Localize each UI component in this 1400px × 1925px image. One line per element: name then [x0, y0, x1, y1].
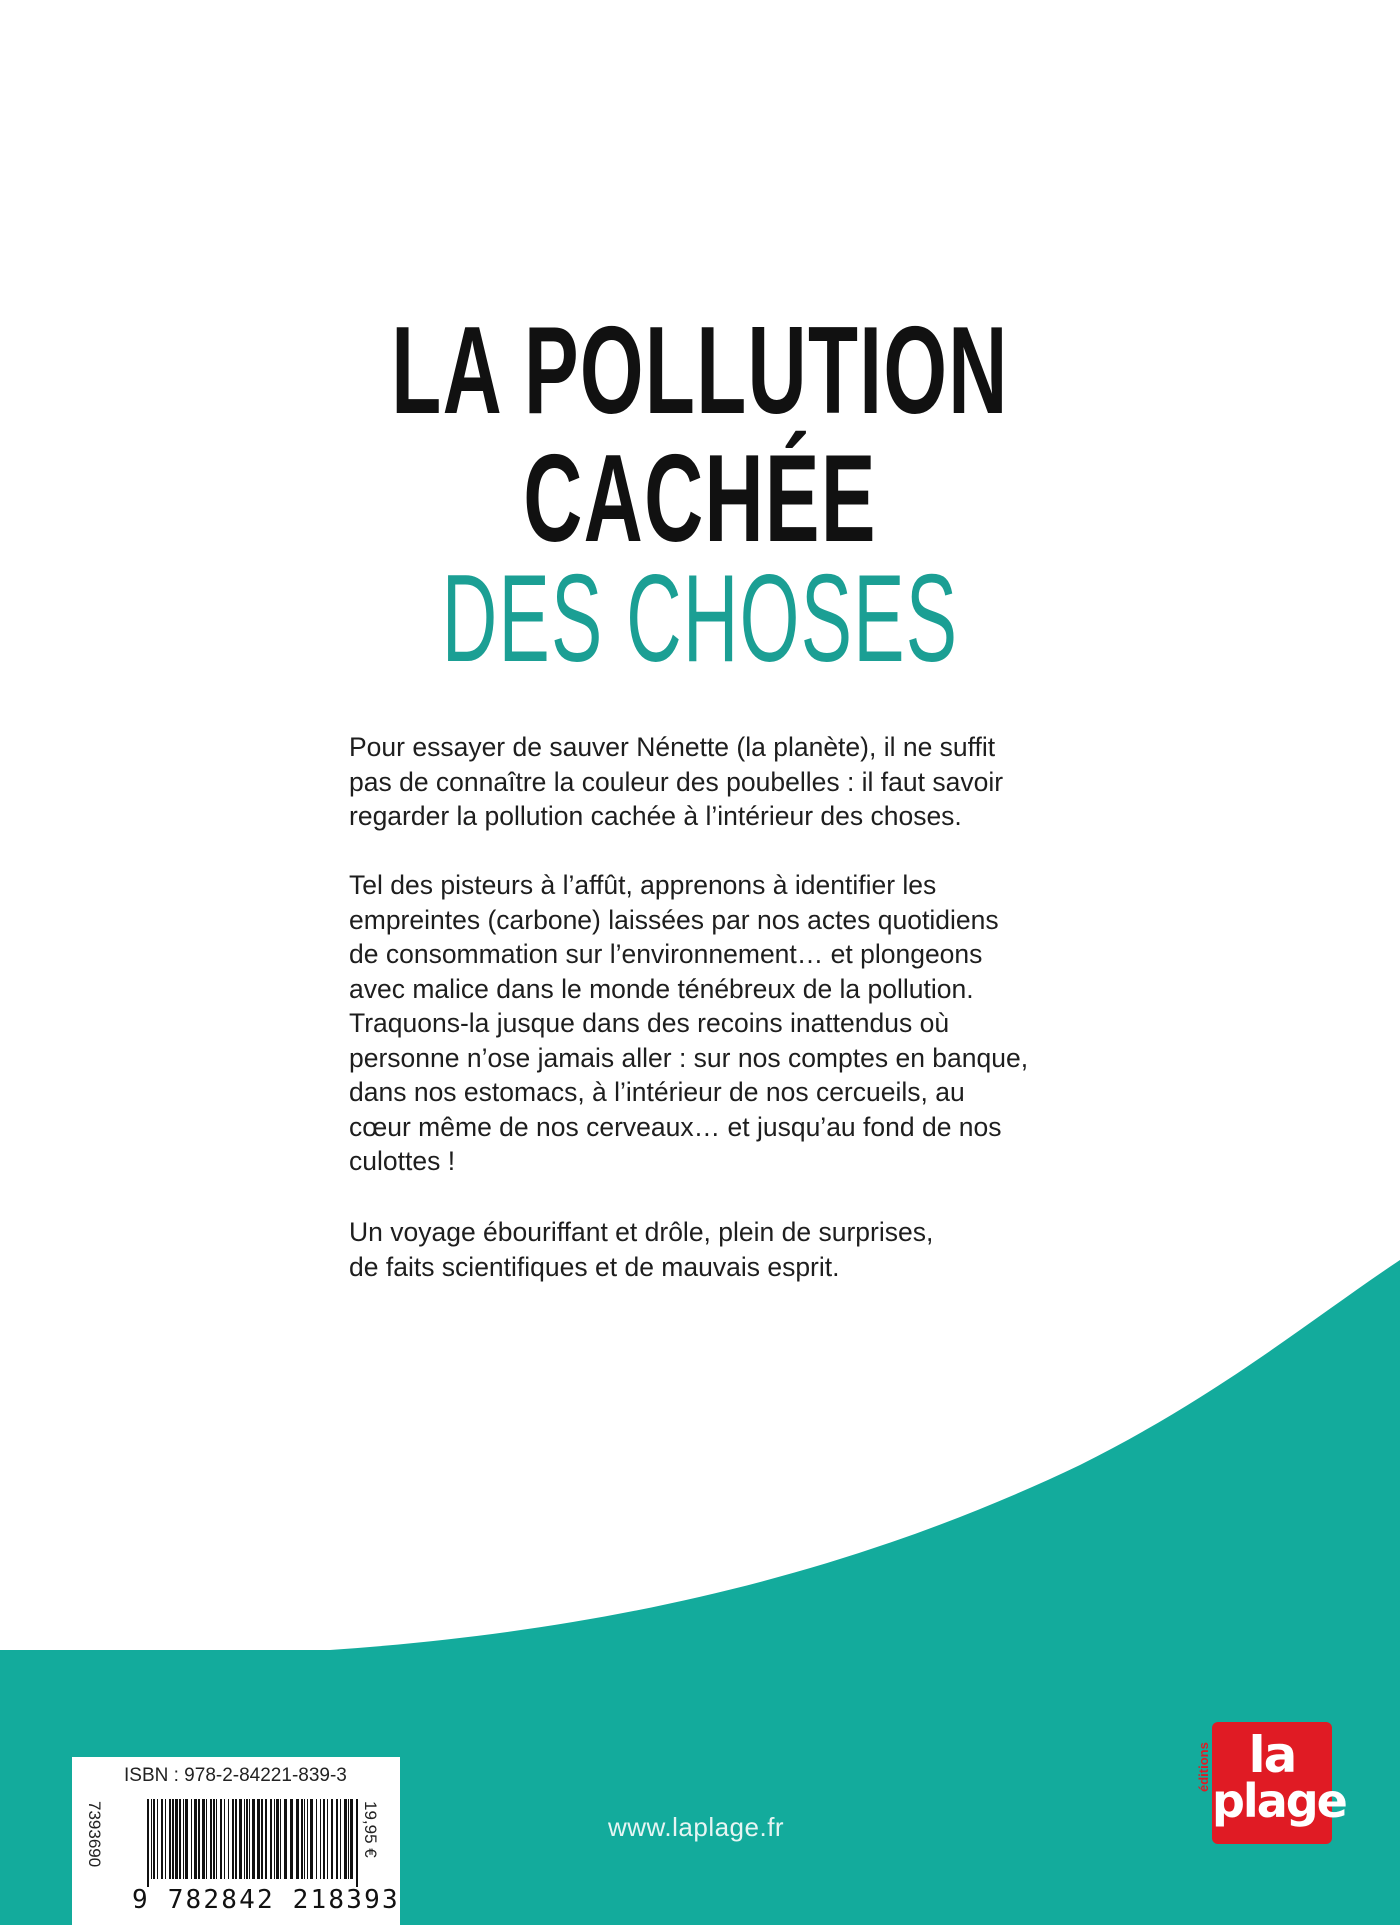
barcode-block: [72, 1757, 400, 1925]
barcode-bar: [331, 1799, 333, 1879]
barcode-bar: [327, 1799, 328, 1879]
barcode-bar: [175, 1799, 178, 1879]
text-line: avec malice dans le monde ténébreux de la pollution.: [349, 973, 974, 1004]
text-line: Pour essayer de sauver Nénette (la planète), il ne suffit: [349, 732, 996, 762]
barcode-bar: [310, 1799, 313, 1879]
title-line-1: LA POLLUTION: [391, 302, 1009, 440]
barcode-bar: [147, 1799, 149, 1887]
barcode-bar: [210, 1799, 212, 1879]
logo-text-plage: plage: [1212, 1774, 1346, 1828]
barcode-bar: [252, 1799, 255, 1879]
title-line-2: CACHÉE: [523, 430, 877, 568]
text-line: pas de connaître la couleur des poubelles : il faut savoir: [349, 766, 1004, 797]
barcode-bar: [220, 1799, 222, 1879]
barcode-bar: [323, 1799, 325, 1879]
text-line: regarder la pollution cachée à l’intérieur des choses.: [349, 801, 962, 831]
barcode-bar: [307, 1799, 308, 1879]
barcode-bar: [280, 1799, 281, 1879]
text-line: Traquons-la jusque dans des recoins inattendus où: [349, 1008, 950, 1038]
barcode-bar: [348, 1799, 349, 1879]
barcode-bar: [206, 1799, 207, 1879]
barcode-bar: [198, 1799, 200, 1879]
barcode-bar: [301, 1799, 303, 1879]
text-line: de faits scientifiques et de mauvais esprit.: [349, 1251, 840, 1282]
barcode-bar: [350, 1799, 353, 1879]
title-line-3: DES CHOSES: [441, 550, 959, 688]
barcode-bar: [202, 1799, 205, 1879]
text-line: personne n’ose jamais aller : sur nos comptes en banque,: [349, 1042, 1029, 1073]
barcode-bar: [169, 1799, 171, 1879]
text-line: culottes !: [349, 1146, 456, 1176]
barcode-bar: [157, 1799, 158, 1879]
barcode-bar: [356, 1799, 358, 1887]
barcode-bar: [261, 1799, 263, 1879]
barcode-bar: [336, 1799, 338, 1879]
barcode-bar: [274, 1799, 275, 1879]
barcode-bar: [183, 1799, 184, 1879]
barcode-bar: [213, 1799, 215, 1879]
barcode-bar: [257, 1799, 260, 1879]
barcode-bar: [172, 1799, 174, 1879]
blurb-paragraph-1: [349, 730, 1069, 834]
barcode-bar: [216, 1799, 217, 1879]
barcode-bar: [265, 1799, 267, 1879]
barcode-bar: [304, 1799, 305, 1879]
barcode-bar: [276, 1799, 279, 1879]
price-label: 19,95 €: [361, 1801, 380, 1858]
barcode-bar: [191, 1799, 192, 1879]
blurb-paragraph-3: [349, 1215, 1069, 1284]
barcode-bar: [296, 1799, 299, 1879]
isbn-label: ISBN : 978-2-84221-839-3: [124, 1765, 347, 1786]
barcode-digits: 9 782842 218393: [132, 1885, 400, 1915]
barcode-bar: [316, 1799, 317, 1879]
barcode-bar: [246, 1799, 248, 1879]
barcode-bar: [239, 1799, 242, 1879]
logo-text-la: la: [1248, 1726, 1296, 1784]
reference-code: 7393690: [85, 1801, 104, 1868]
barcode-bar: [249, 1799, 250, 1879]
publisher-website: www.laplage.fr: [608, 1812, 785, 1842]
logo-small-text: éditions: [1196, 1742, 1211, 1792]
barcode-bar: [340, 1799, 341, 1879]
barcode-bar: [194, 1799, 197, 1879]
text-line: Tel des pisteurs à l’affût, apprenons à identifier les: [349, 870, 937, 900]
barcode-bar: [232, 1799, 234, 1879]
barcode-bar: [228, 1799, 229, 1879]
barcode-bar: [153, 1799, 155, 1879]
barcode-bar: [161, 1799, 163, 1879]
barcode-bar: [284, 1799, 287, 1879]
blurb-paragraph-2: [349, 868, 1069, 1179]
barcode-bar: [151, 1799, 152, 1879]
text-line: Un voyage ébouriffant et drôle, plein de surprises,: [349, 1217, 934, 1247]
text-line: empreintes (carbone) laissées par nos actes quotidiens: [349, 904, 999, 935]
barcode-bar: [244, 1799, 245, 1879]
barcode-bar: [185, 1799, 188, 1879]
barcode-bar: [179, 1799, 181, 1879]
barcode-bar: [290, 1799, 293, 1879]
barcode-bar: [165, 1799, 166, 1879]
barcode-icon: [147, 1799, 367, 1887]
text-line: de consommation sur l’environnement… et plongeons: [349, 939, 983, 969]
barcode-bar: [344, 1799, 347, 1879]
barcode-bar: [320, 1799, 321, 1879]
barcode-bar: [270, 1799, 272, 1879]
barcode-bar: [235, 1799, 237, 1879]
text-line: dans nos estomacs, à l’intérieur de nos cercueils, au: [349, 1077, 965, 1107]
barcode-bar: [224, 1799, 225, 1879]
publisher-logo: [1196, 1722, 1346, 1844]
text-line: cœur même de nos cerveaux… et jusqu’au fond de nos: [349, 1111, 1002, 1142]
